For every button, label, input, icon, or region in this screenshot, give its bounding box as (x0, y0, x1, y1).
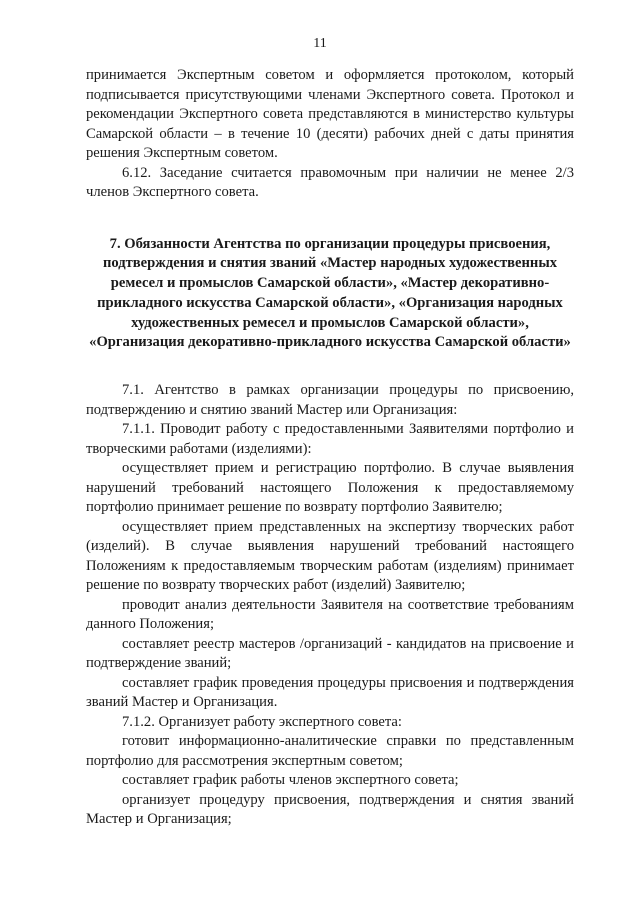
section-heading: 7. Обязанности Агентства по организации процедуры присвоения, подтверждения и снятия званий «Мастер народных художественных ремесел и промыслов Самарской области», «Мастер декоративно-прикладного искусства Самарской области», «Организация народных художественных ремесел и промыслов Самарской области», «Организация декоративно-прикладного искусства Самарской области» (89, 235, 571, 351)
paragraph: проводит анализ деятельности Заявителя на соответствие требованиям данного Положения; (86, 596, 574, 633)
paragraph: составляет реестр мастеров /организаций - кандидатов на присвоение и подтверждение званий; (86, 635, 574, 672)
paragraph: 7.1.2. Организует работу экспертного совета: (122, 713, 402, 730)
paragraph: осуществляет прием и регистрацию портфолио. В случае выявления нарушений требований настоящего Положения к предоставляемому портфолио принимает решение по возврату портфолио Заявителю; (86, 460, 574, 516)
paragraph: 7.1. Агентство в рамках организации процедуры по присвоению, подтверждению и снятию званий Мастер или Организация: (86, 382, 574, 418)
paragraph: 7.1.1. Проводит работу с предоставленными Заявителями портфолио и творческими работами (изделиями): (86, 421, 574, 457)
paragraph: организует процедуру присвоения, подтверждения и снятия званий Мастер и Организация; (86, 791, 574, 828)
page-number: 11 (313, 36, 327, 51)
paragraph: составляет график проведения процедуры присвоения и подтверждения званий Мастер и Организация. (86, 674, 574, 711)
paragraph: составляет график работы членов экспертного совета; (122, 772, 459, 789)
paragraph: осуществляет прием представленных на экспертизу творческих работ (изделий). В случае выявления нарушений требований настоящего Положениям к предоставляемым творческим работам (изделиям) принимает решение по возврату творческих работ (изделий) Заявителю; (86, 518, 574, 594)
paragraph: готовит информационно-аналитические справки по представленным портфолио для рассмотрения экспертным советом; (86, 733, 574, 769)
document-body (86, 66, 574, 830)
paragraph: принимается Экспертным советом и оформляется протоколом, который подписывается присутствующими членами Экспертного совета. Протокол и рекомендации Экспертного совета представляются в министерство культуры Самарской области – в течение 10 (десяти) рабочих дней с даты принятия решения Экспертным советом. (86, 67, 574, 161)
paragraph: 6.12. Заседание считается правомочным при наличии не менее 2/3 членов Экспертного совета. (86, 164, 574, 200)
